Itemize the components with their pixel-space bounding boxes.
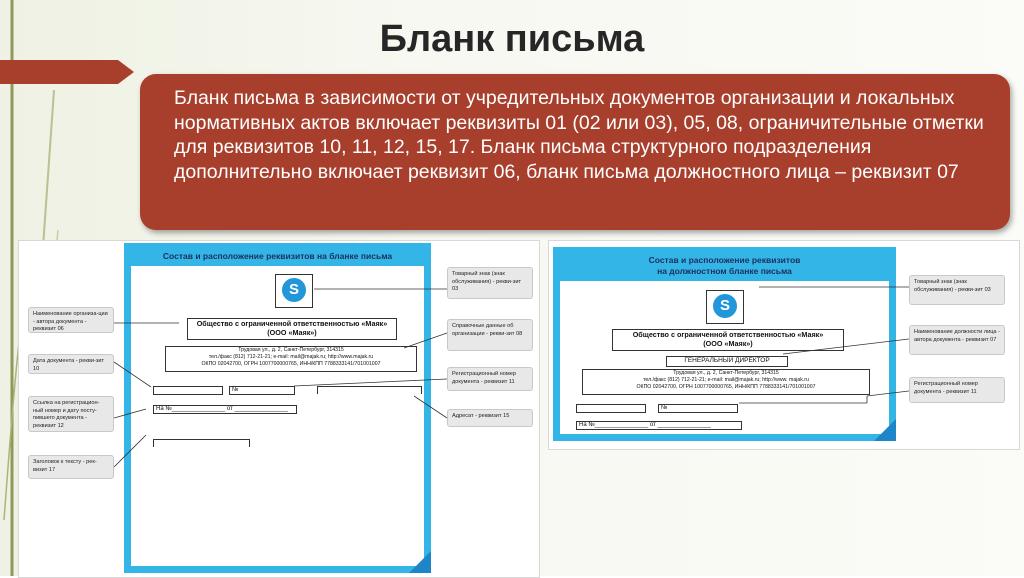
registration-number-field: № [229, 386, 295, 395]
contacts-line: тел./факс (812) 712-21-21; e-mail: mail@majak.ru; http://www. majak.ru [643, 377, 809, 383]
contacts-line: тел./факс (812) 712-21-21; e-mail: mail@majak.ru; http://www.majak.ru [208, 354, 374, 360]
address-line: Трудовая ул., д. 2, Санкт-Петербург, 314315 [238, 347, 344, 353]
org-name-line2: (ООО «Маяк») [703, 339, 753, 348]
title-arrow-shape [0, 60, 140, 84]
registration-number-field: № [658, 404, 738, 413]
note-position-title: Наименование должности лица - автора документа - реквизит 07 [909, 325, 1005, 355]
pointer-lines [549, 241, 1019, 449]
slide-title: Бланк письма [379, 18, 645, 60]
description-banner [140, 74, 1010, 230]
address-line: Трудовая ул., д. 2, Санкт-Петербург, 314315 [673, 370, 779, 376]
official-letter-form-figure [548, 240, 1020, 450]
note-trademark: Товарный знак (знак обслуживания) - рекви-зит 03 [909, 275, 1005, 305]
reference-field: На №________________ от ________________ [576, 421, 742, 430]
note-org-name: Наименование организа-ции - автора документа - реквизит 06 [28, 307, 114, 333]
logo-icon: S [713, 294, 737, 318]
note-reference: Ссылка на регистрацион-ный номер и дату посту-пившего документа - реквизит 12 [28, 396, 114, 432]
note-heading: Заголовок к тексту - рек-визит 17 [28, 455, 114, 479]
reference-field: На №________________ от ________________ [153, 405, 297, 414]
org-name-line1: Общество с ограниченной ответственностью «Маяк» [632, 330, 824, 339]
org-name-line1: Общество с ограниченной ответственностью «Маяк» [196, 319, 388, 328]
note-addressee: Адресат - реквизит 15 [447, 409, 533, 427]
note-trademark: Товарный знак (знак обслуживания) - рекви-зит 03 [447, 267, 533, 299]
codes-line: ОКПО 02042700, ОГРН 1007700000765, ИНН/КПП 7788333141/701001007 [201, 361, 381, 367]
sheet-header-line2: на должностном бланке письма [657, 266, 792, 276]
description-text: Бланк письма в зависимости от учредительных документов организации и локальных нормативных актов включает реквизиты 01 (02 или 03), 05, 08, ограничительные отметки для реквизитов 10, 11, 12, 15, 17. Бланк письма структурного подразделения дополнительно включает реквизит 06, бланк письма должностного лица – реквизит 07 [174, 87, 984, 183]
note-registration-number: Регистрационный номер документа - реквизит 11 [909, 377, 1005, 403]
codes-line: ОКПО 02042700, ОГРН 1007700000765, ИНН/КПП 7788333141/701001007 [636, 384, 816, 390]
sheet-header-line1: Состав и расположение реквизитов [648, 255, 801, 265]
sheet-header: Состав и расположение реквизитов на бланке письма [131, 250, 424, 266]
letter-form-figure [18, 240, 540, 578]
note-org-details: Справочные данные об организации - рекви-зит 08 [447, 319, 533, 351]
org-name-line2: (ООО «Маяк») [267, 328, 317, 337]
position-title-box: ГЕНЕРАЛЬНЫЙ ДИРЕКТОР [666, 356, 788, 367]
logo-icon: S [282, 278, 306, 302]
note-registration-number: Регистрационный номер документа - реквизит 11 [447, 367, 533, 391]
pointer-lines [19, 241, 539, 577]
note-date: Дата документа - рекви-зит 10 [28, 354, 114, 374]
